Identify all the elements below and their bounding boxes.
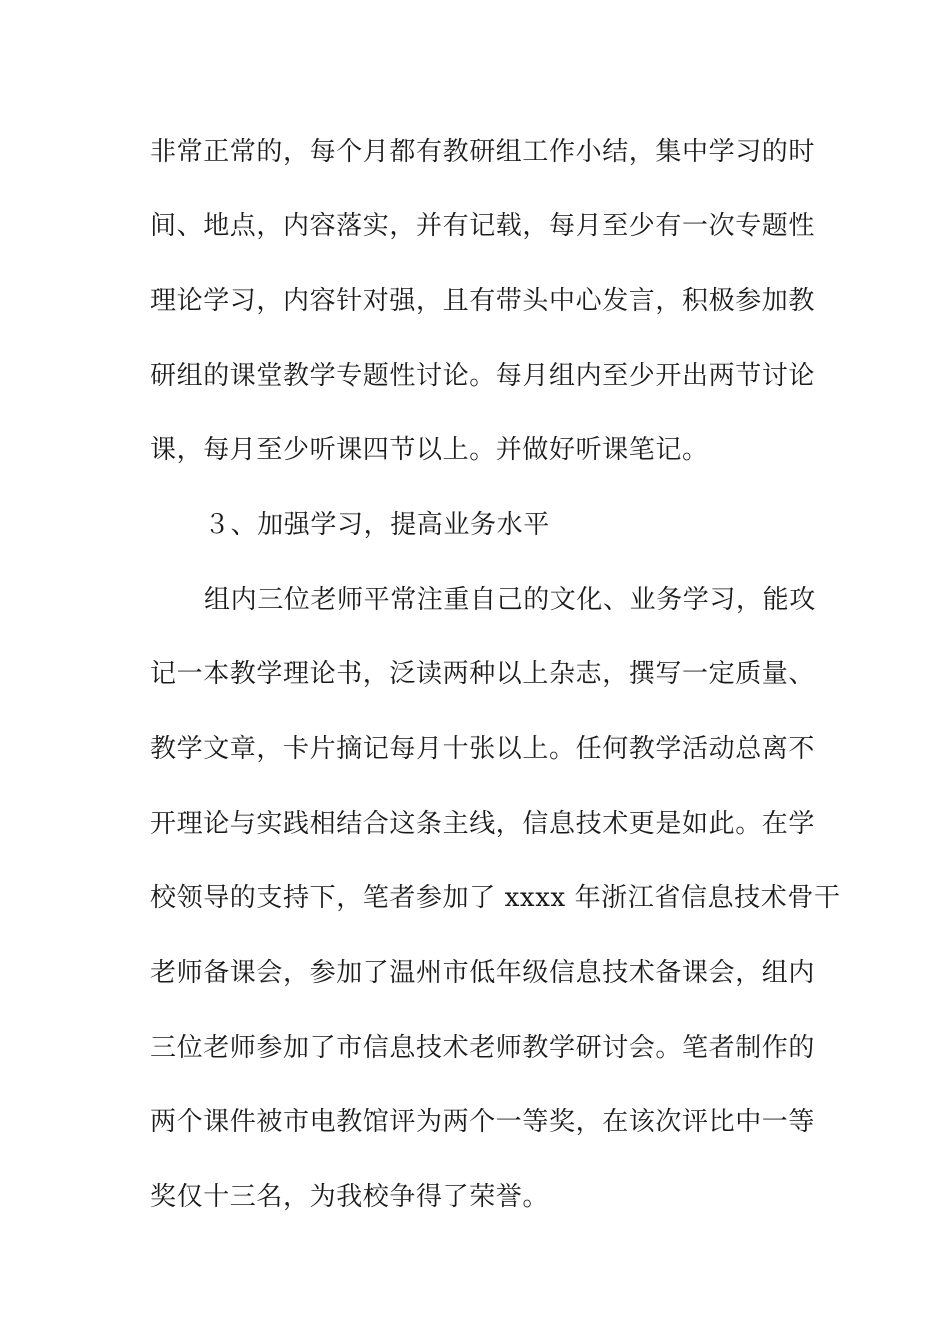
paragraph-line: 间、地点，内容落实，并有记载，每月至少有一次专题性 [150, 211, 816, 241]
paragraph-line: 开理论与实践相结合这条主线，信息技术更是如此。在学 [150, 809, 816, 839]
section-heading: ３、加强学习，提高业务水平 [204, 510, 550, 540]
paragraph-line: 研组的课堂教学专题性讨论。每月组内至少开出两节讨论 [150, 361, 816, 391]
paragraph-line: 老师备课会，参加了温州市低年级信息技术备课会，组内 [150, 958, 816, 988]
paragraph-line: 三位老师参加了市信息技术老师教学研讨会。笔者制作的 [150, 1033, 816, 1063]
paragraph-line: 课，每月至少听课四节以上。并做好听课笔记。 [150, 435, 709, 465]
paragraph-line: 校领导的支持下，笔者参加了 xxxx 年浙江省信息技术骨干 [150, 883, 841, 913]
paragraph-line: 非常正常的，每个月都有教研组工作小结，集中学习的时 [150, 137, 816, 167]
paragraph-line: 记一本教学理论书，泛读两种以上杂志，撰写一定质量、 [150, 659, 816, 689]
paragraph-line: 理论学习，内容针对强，且有带头中心发言，积极参加教 [150, 286, 816, 316]
paragraph-line: 教学文章，卡片摘记每月十张以上。任何教学活动总离不 [150, 734, 816, 764]
paragraph-line: 两个课件被市电教馆评为两个一等奖，在该次评比中一等 [150, 1107, 816, 1137]
paragraph-line: 奖仅十三名，为我校争得了荣誉。 [150, 1182, 550, 1212]
paragraph-line: 组内三位老师平常注重自己的文化、业务学习，能攻 [204, 585, 816, 615]
